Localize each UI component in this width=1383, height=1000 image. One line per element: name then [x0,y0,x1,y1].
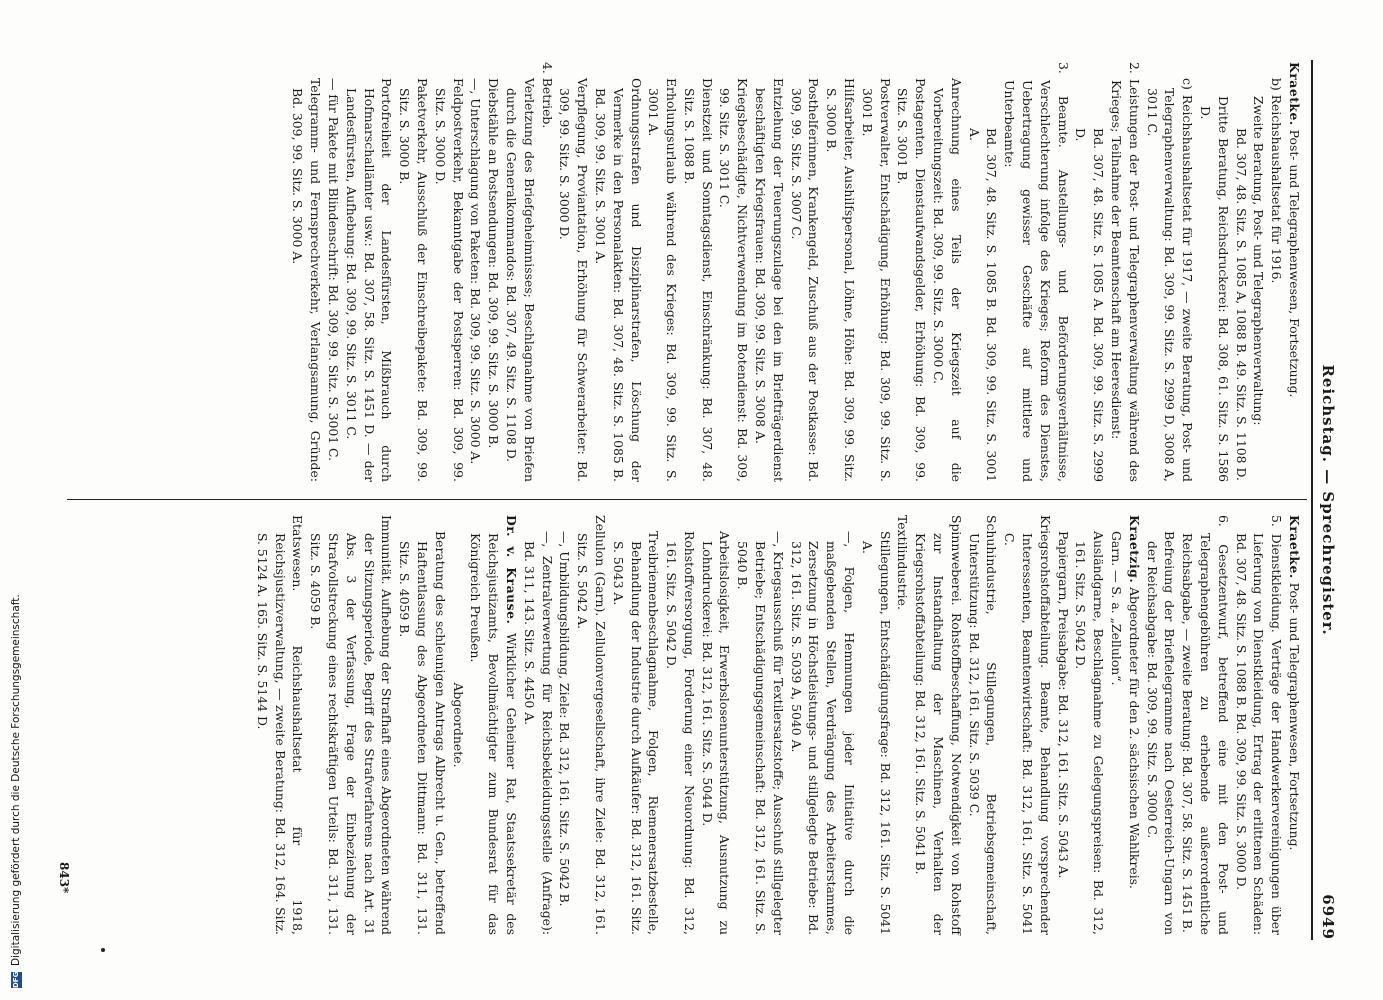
register-entry [395,62,431,482]
entry-text: Abgeordneter für den 2. sächsischen Wahlkreis. [1126,587,1142,889]
dfg-logo: DFG [11,971,20,988]
register-entry [1125,515,1143,935]
entry-heading: Kraetke. [1287,515,1302,579]
register-entry [698,515,734,935]
entry-text: Verpflegung, Proviantation, Erhöhung für Schwerarbeiter: Bd. 309, 99. Sitz. S. 3000 D. [557,78,591,482]
register-entry [787,515,858,935]
entry-text: Beratung des schleunigen Antrags Albrecht u. Gen., betreffend Haftentlassung des Abgeordneten Dittmann: Bd. 311, 131. Sitz. S. 4059 B. [397,531,448,935]
register-entry [1143,62,1196,482]
register-entry [1196,62,1232,482]
footer-mark: 843* [57,862,71,894]
entry-text: Anrechnung eines Teils der Kriegszeit auf die Vorbereitungszeit: Bd. 309, 99. Sitz. S. 3000 C. [931,78,964,482]
entry-text: Stillegungen, Entschädigungsfrage: Bd. 312, 161. Sitz. S. 5041 A. [859,531,893,935]
entry-text: Post- und Telegraphenwesen, Fortsetzung. [1287,129,1302,398]
entry-heading: Kraetke. [1287,62,1302,126]
register-entry [431,62,467,482]
entry-text: 2. Leistungen der Post- und Telegraphenverwaltung während des Krieges; Teilnahme der Beamtenschaft am Heeresdienst: [1109,62,1142,482]
entry-text: Treibriemenbeschlagnahme, Folgen, Riemenersatzbestelle, Behandlung der Industrie durch Aufkäufer: Bd. 312, 161. Sitz. S. 5043 A. [610,531,662,935]
register-entry [680,62,716,482]
register-entry [1000,515,1053,935]
entry-text: Garn. — S. a. „Zellulon“. [1109,531,1125,686]
register-entry [609,515,662,935]
entry-text: Erholungsurlaub während des Krieges: Bd. 309, 99. Sitz. S. 3001 A. [646,78,680,482]
register-entry [1107,515,1125,935]
entry-text: Postverwalter, Entschädigung, Erhöhung: Bd. 309, 99. Sitz. S. 3001 B. [859,78,893,482]
entry-text: 6. Gesetzentwurf, betreffend eine mit den Post- und Telegraphengebühren zu erhebende außerordentliche Reichsabgabe, — zweite Beratung: Bd. 307, 58. Sitz. S. 1451 B. [1180,515,1231,935]
entry-text: Etatswesen. Reichshaushaltsetat für 1918, Reichsjustizverwaltung, — zweite Beratung: Bd. 312, 164. Sitz. S. 5124 A. 165. Sitz. S. 5144 D. [254,515,306,935]
entry-text: Schuhindustrie, Stillegungen, Betriebsgemeinschaft, Unterstützung: Bd. 312, 161. Sitz. S. 5039 C. [966,515,1000,935]
register-entry [894,62,930,482]
entry-text: Kriegsrohstoffabteilung. Beamte, Behandlung vorsprechender Interessenten, Beamtenwirtschaft: Bd. 312, 161. Sitz. S. 5041 C. [1002,515,1053,935]
entry-text: Entziehung der Teuerungszulage bei den im Briefträgerdienst beschäftigten Kriegsfrauen: Bd. 309, 99. Sitz. S. 3008 A. [753,78,786,482]
register-entry [1000,62,1071,482]
register-entry [1072,515,1108,935]
entry-text: Zweite Beratung, Post- und Telegraphenverwaltung: [1251,96,1267,426]
digitization-credit [6,0,26,1000]
register-entry [1250,62,1268,482]
register-entry [342,62,395,482]
register-entry [502,62,538,482]
register-entry [306,515,395,935]
register-entry [734,515,787,935]
register-entry [787,62,823,482]
register-entry [538,62,556,482]
entry-text: —, Folgen, Hemmungen jeder Initiative durch die maßgebenden Stellen, Verdrängung des Arbeiterstammes, Zersetzung in Höchstleistungs- und stillgelegte Betriebe: Bd. 312, 161. Sitz. S. 5039 A, 5040 A. [788,531,858,935]
register-entry [1267,62,1285,482]
register-entry [645,62,681,482]
register-entry [573,515,609,935]
entry-text: Textilindustrie. [895,515,911,610]
entry-text: Dritte Beratung, Reichsdruckerei: Bd. 308, 61. Sitz. S. 1586 D. [1198,96,1231,482]
register-entry [1054,515,1072,935]
header-rule [1311,60,1313,940]
credit-text: Digitalisierung gefördert durch die Deutsche Forschungsgemeinschaft. [10,594,22,966]
register-entry [894,515,912,935]
register-entry [484,62,502,482]
register-entry [556,515,574,935]
register-entry [1143,515,1179,935]
entry-text: Telegramm- und Fernsprechverkehr, Verlangsamung, Gründe: Bd. 309, 99. Sitz. S. 3000 A. [290,78,324,482]
entry-text: c) Reichshaushaltsetat für 1917, — zweite Beratung, Post- und Telegraphenverwaltung: Bd. 309, 99. Sitz. S. 2999 D, 3008 A, 3011 C. [1144,78,1196,482]
entry-text: Ordnungsstrafen und Disziplinarstrafen, Löschung der Vermerke in den Personalakten: Bd. 307, 48. Sitz. S. 1085 B. Bd. 309, 99. Sitz. S. 3001 A. [592,78,644,482]
register-entry [1232,515,1285,935]
entry-text: Wirklicher Geheimer Rat, Staatssekretär des Reichsjustizamts, Bevollmächtigter zum Bundesrat für das Königreich Preußen. [468,533,519,935]
entry-text: Hilfsarbeiter, Aushilfspersonal, Löhne, Höhe: Bd. 309, 99. Sitz. S. 3000 B. [824,78,858,482]
register-entry [1232,62,1250,482]
register-entry [1107,62,1143,482]
entry-text: — für Pakete mit Blindenschrift: Bd. 309, 99. Sitz. S. 3001 C. [325,78,341,462]
entry-text: Paketverkehr, Ausschluß der Einschreibepakete: Bd. 309, 99. Sitz. S. 3000 B. [397,78,430,482]
entry-text: Abgeordnete. [450,682,466,768]
register-entry [395,515,448,935]
entry-text: Rohstoffversorgung, Forderung einer Neuordnung: Bd. 312, 161. Sitz. S. 5042 D. [664,531,697,935]
register-entry [556,62,592,482]
entry-text: Papiergarn, Preisabgabe: Bd. 312, 161. Sitz. S. 5043 A. [1055,531,1071,879]
left-column [289,62,1303,482]
register-entry [289,62,325,482]
register-entry [858,515,894,935]
margin-dot [101,948,105,952]
entry-text: Bd. 307, 48. Sitz. S. 1085 B. Bd. 309, 99. Sitz. S. 3001 A. [966,128,1000,482]
entry-text: —, Unterschlagung von Paketen: Bd. 309, 99. Sitz. S. 3000 A. [468,78,484,465]
register-entry [324,62,342,482]
page-number: 6949 [1319,894,1337,940]
entry-text: Ausländgarne, Beschlagnahme zu Gelegungspreisen: Bd. 312, 161. Sitz. S. 5042 D. [1073,531,1107,935]
entry-text: Postagenten. Dienstaufwandsgelder, Erhöhung: Bd. 309, 99. Sitz. S. 3001 B. [895,78,929,482]
entry-text: Spinnweberei. Rohstoffbeschaffung, Notwendigkeit von Rohstoff zur Instandhaltung der Maschinen, Verhalten der Kriegsrohstoffabteilung: Bd. 312, 161. Sitz. S. 5041 B. [913,515,964,935]
entry-text: 4. Betrieb. [539,62,555,129]
entry-text: Kriegsbeschädigte, Nichtverwendung im Botendienst: Bd. 309, 99. Sitz. S. 3011 C. [717,78,751,482]
register-entry [662,515,698,935]
register-entry [751,62,787,482]
entry-text: —, Kriegsausschuß für Textilersatzstoffe; Ausschuß stillgelegter Betriebe; Entschädigungsgemeinschaft: Bd. 312, 161. Sitz. S. 5040 B. [735,531,786,935]
entry-text: Portofreiheit der Landesfürsten, Mißbrauch durch Hofmarschallämter usw.: Bd. 307, 58. Sitz. S. 1451 D. — der Landesfürsten, Aufhebung: Bd. 309, 99. Sitz. S. 3011 C. [343,78,395,482]
register-entry [1285,62,1303,482]
entry-text: Arbeitslosigkeit, Erwerbslosenunterstützung, Ausnutzung zu Lohndruckerei: Bd. 312, 161. Sitz. S. 5044 D. [699,531,733,935]
entry-text: b) Reichshaushaltsetat für 1916. [1269,78,1285,284]
register-entry [1178,515,1231,935]
register-entry [929,62,965,482]
entry-text: Posthelferinnen, Krankengeld, Zuschuß aus der Postkasse: Bd. 309, 99. Sitz. S. 3007 C. [788,78,822,482]
entry-text: Immunität. Aufhebung der Strafhaft eines Abgeordneten während der Sitzungsperiode, Begriff des Strafverfahrens nach Art. 31 Abs. 3 der Verfassung, Frage der Einbeziehung der Strafvollstreckung eines rechtskräftigen Urteils: Bd. 311, 131. Sitz. S. 4059 B. [308,515,395,935]
entry-text: Befreiung der Brieftelegramme nach Oesterreich-Ungarn von der Reichsabgabe: Bd. 309, 99. Sitz. S. 3000 C. [1144,531,1178,935]
column-divider [67,499,1307,500]
register-entry [822,62,858,482]
register-entry [965,515,1001,935]
register-entry [449,515,467,935]
entry-text: 3. Beamte. Anstellungs- und Beförderungsverhältnisse, Verschlechterung infolge des Krieges; Reform des Dienstes, Uebertragung gewisser Geschäfte auf mittlere und Unterbeamte: [1002,62,1071,482]
register-entry [1285,515,1303,935]
running-title: Reichstag. — Sprechregister. [1319,364,1337,636]
right-column [253,515,1303,935]
register-entry [911,515,964,935]
entry-text: 5. Dienstkleidung. Verträge der Handwerkervereinigungen über Lieferung von Dienstkleidung, Ertrag der erlittenen Schäden: Bd. 307, 48. Sitz. S. 1088 B. Bd. 309, 99. Sitz. S. 3000 D. [1233,515,1285,935]
entry-text: Zellulon (Garn). Zellulonvergesellschaft, ihre Ziele: Bd. 312, 161. Sitz. S. 5042 A. [575,515,608,935]
entry-text: Diebstähle an Postsendungen: Bd. 309, 99. Sitz. S. 3000 B. [486,78,502,449]
register-entry [591,62,644,482]
entry-text: Bd. 307, 48. Sitz. S. 1085 A. Bd. 309, 99. Sitz. S. 2999 D. [1073,128,1107,482]
entry-heading: Dr. v. Krause. [503,515,519,625]
register-entry [716,62,752,482]
register-entry [858,62,894,482]
entry-text: —, Umbildungsbildung, Ziele: Bd. 312, 161. Sitz. S. 5042 B. [557,531,573,907]
entry-heading: Kraetzig. [1126,515,1142,584]
register-entry [253,515,306,935]
entry-text: Verletzung des Briefgeheimnisses; Beschlagnahme von Briefen durch die Generalkommandos: Bd. 307, 49. Sitz. S. 1108 D. [503,78,537,482]
register-entry [965,62,1001,482]
entry-text: —, Zentralverwertung für Reichsbekleidungsstelle (Anfrage): Bd. 311, 143. Sitz. S. 4450 A. [521,531,555,935]
entry-text: Bd. 307, 48. Sitz. S. 1085 A, 1088 B. 49. Sitz. S. 1108 D. [1233,128,1249,481]
entry-text: Post- und Telegraphenwesen, Fortsetzung. [1287,582,1302,851]
entry-text: Dienstzeit und Sonntagsdienst, Einschränkung: Bd. 307, 48. Sitz. S. 1088 B. [681,78,715,482]
entry-text: Feldpostverkehr, Bekanntgabe der Postsperren: Bd. 309, 99. Sitz. S. 3000 D. [432,78,466,482]
register-entry [1072,62,1108,482]
register-entry [467,515,520,935]
register-entry [467,62,485,482]
register-entry [520,515,556,935]
